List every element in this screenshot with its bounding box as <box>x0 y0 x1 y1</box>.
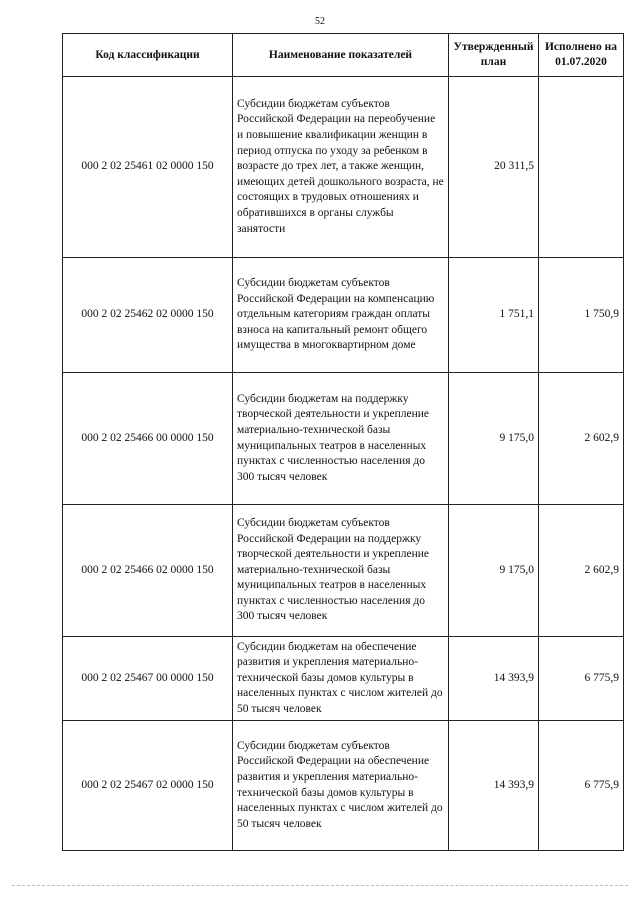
row-name: Субсидии бюджетам субъектов Российской Федерации на переобучение и повышение квалификации женщин в период отпуска по уходу за ребенком в возрасте до трех лет, а также женщин, имеющих детей дошкольного возраста, не состоящих в трудовых отношениях и обратившихся в органы службы занятости <box>233 77 449 258</box>
row-done <box>539 77 624 258</box>
table-header-row <box>63 34 624 77</box>
table-row <box>63 637 624 721</box>
row-code: 000 2 02 25466 00 0000 150 <box>63 373 233 505</box>
header-name: Наименование показателей <box>233 34 449 77</box>
row-plan: 9 175,0 <box>449 373 539 505</box>
row-done: 2 602,9 <box>539 373 624 505</box>
row-name: Субсидии бюджетам субъектов Российской Федерации на поддержку творческой деятельности и укрепление материально-технической базы муниципальных театров в населенных пунктах с численностью населения до 300 тысяч человек <box>233 505 449 637</box>
row-done: 2 602,9 <box>539 505 624 637</box>
row-done: 6 775,9 <box>539 721 624 851</box>
footer-divider <box>12 885 628 886</box>
row-code: 000 2 02 25467 00 0000 150 <box>63 637 233 721</box>
row-code: 000 2 02 25462 02 0000 150 <box>63 258 233 373</box>
row-code: 000 2 02 25466 02 0000 150 <box>63 505 233 637</box>
table-row <box>63 505 624 637</box>
table-row <box>63 258 624 373</box>
row-plan: 9 175,0 <box>449 505 539 637</box>
row-name: Субсидии бюджетам субъектов Российской Федерации на обеспечение развития и укрепления материально-технической базы домов культуры в населенных пунктах с числом жителей до 50 тысяч человек <box>233 721 449 851</box>
row-plan: 14 393,9 <box>449 721 539 851</box>
report-table <box>62 33 624 851</box>
row-plan: 14 393,9 <box>449 637 539 721</box>
header-code: Код классификации <box>63 34 233 77</box>
row-done: 1 750,9 <box>539 258 624 373</box>
row-code: 000 2 02 25467 02 0000 150 <box>63 721 233 851</box>
row-code: 000 2 02 25461 02 0000 150 <box>63 77 233 258</box>
table-row <box>63 373 624 505</box>
row-name: Субсидии бюджетам на поддержку творческой деятельности и укрепление материально-технической базы муниципальных театров в населенных пунктах с численностью населения до 300 тысяч человек <box>233 373 449 505</box>
page-number: 52 <box>315 16 325 27</box>
row-done: 6 775,9 <box>539 637 624 721</box>
row-name: Субсидии бюджетам субъектов Российской Федерации на компенсацию отдельным категориям граждан оплаты взноса на капитальный ремонт общего имущества в многоквартирном доме <box>233 258 449 373</box>
row-name: Субсидии бюджетам на обеспечение развития и укрепления материально-технической базы домов культуры в населенных пунктах с числом жителей до 50 тысяч человек <box>233 637 449 721</box>
header-done: Исполнено на 01.07.2020 <box>539 34 624 77</box>
row-plan: 20 311,5 <box>449 77 539 258</box>
table-row <box>63 721 624 851</box>
table-row <box>63 77 624 258</box>
header-plan: Утвержденный план <box>449 34 539 77</box>
row-plan: 1 751,1 <box>449 258 539 373</box>
